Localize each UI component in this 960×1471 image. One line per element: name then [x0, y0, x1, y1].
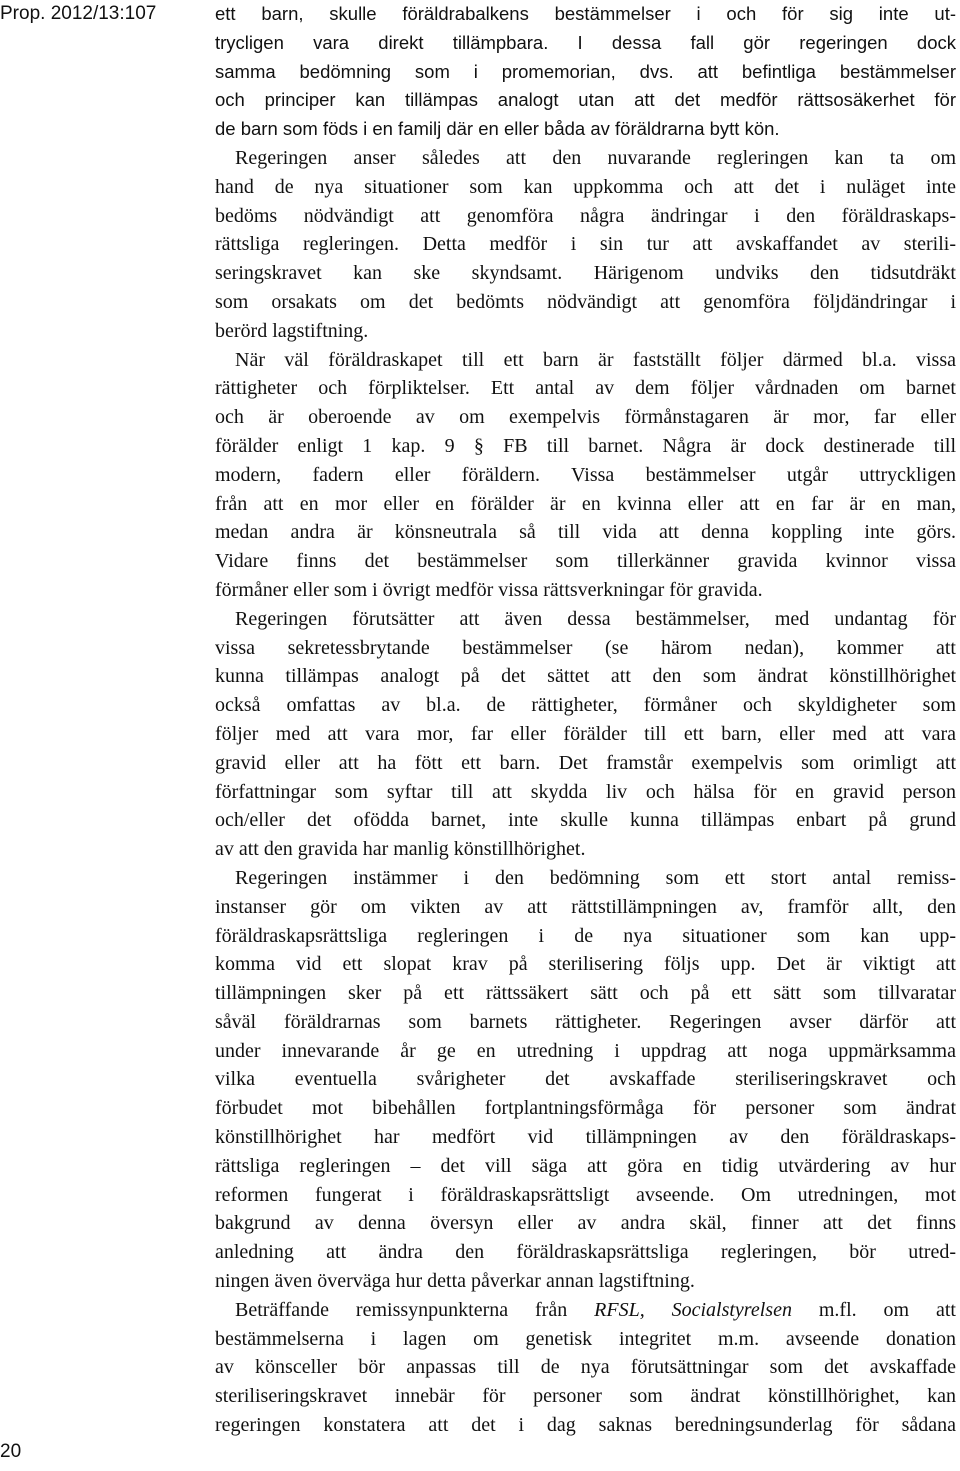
text-line: ningen även överväga hur detta påverkar annan lagstiftning.: [215, 1270, 695, 1293]
text-line: Regeringen förutsätter att även dessa bestämmelser, med undantag för: [235, 607, 956, 630]
text-line: samma bedömning som i promemorian, dvs. att befintliga bestämmelser: [215, 60, 956, 82]
text-line: [215, 1296, 956, 1325]
text-line: instanser gör om vikten av att rättstillämpningen av, framför allt, den: [215, 895, 956, 918]
page-number: 20: [0, 1441, 22, 1462]
paragraph: [215, 346, 956, 605]
paragraph: [215, 864, 956, 1296]
document-reference: Prop. 2012/13:107: [0, 3, 157, 24]
text-line: anledning att ändra den föräldraskapsrättsliga regleringen, bör utred-: [215, 1241, 956, 1264]
text-line: tillämpningen sker på ett rättssäkert sätt och på ett sätt som tillvaratar: [215, 982, 956, 1005]
text-line: hand de nya situationer som kan uppkomma och att det i nuläget inte: [215, 175, 956, 198]
text-line: följer med att vara mor, far eller förälder till ett barn, eller med att vara: [215, 722, 956, 745]
text-line: Regeringen instämmer i den bedömning som ett stort antal remiss-: [235, 866, 956, 889]
text-line: bestämmelserna i lagen om genetisk integritet m.m. avseende donation: [215, 1327, 956, 1350]
text-line: bedöms nödvändigt att genomföra några ändringar i den föräldraskaps-: [215, 204, 956, 227]
text-line: vissa sekretessbrytande bestämmelser (se härom nedan), kommer att: [215, 636, 956, 659]
text-line: under innevarande år ge en utredning i uppdrag att noga uppmärksamma: [215, 1039, 956, 1062]
text-line: modern, fadern eller föräldern. Vissa bestämmelser utgår uttryckligen: [215, 463, 956, 486]
text-line: reformen fungerat i föräldraskapsrättsligt avseende. Om utredningen, mot: [215, 1183, 956, 1206]
text-line: och/eller det ofödda barnet, inte skulle kunna tillämpas enbart på grund: [215, 809, 956, 832]
paragraph: [215, 1296, 956, 1440]
text-line: föräldraskapsrättsliga regleringen i de nya situationer som kan upp-: [215, 924, 956, 947]
text-line: ett barn, skulle föräldrabalkens bestämmelser i och för sig inte ut-: [215, 3, 956, 24]
text-line: författningar som syftar till att skydda liv och hälsa för en gravid person: [215, 780, 956, 803]
text-line: gravid eller att ha fött ett barn. Det framstår exempelvis som orimligt att: [215, 751, 956, 774]
text-line: könstillhörighet har medfört vid tillämpningen av den föräldraskaps-: [215, 1126, 956, 1149]
text-line: vilka eventuella svårigheter det avskaffade steriliseringskravet och: [215, 1068, 956, 1091]
text-line: som orsakats om det bedömts nödvändigt att genomföra följdändringar i: [215, 290, 956, 313]
text-line: förbudet mot bibehållen fortplantningsförmåga för personer som ändrat: [215, 1097, 956, 1120]
text-line: berörd lagstiftning.: [215, 319, 369, 342]
text-line: Regeringen anser således att den nuvarande regleringen kan ta om: [235, 146, 956, 169]
text-line: från att en mor eller en förälder är en kvinna eller att en far är en man,: [215, 492, 956, 515]
text-line: rättigheter och förpliktelser. Ett antal av dem följer vårdnaden om barnet: [215, 377, 956, 400]
paragraph: [215, 144, 956, 346]
text-line: medan andra är könsneutrala så till vida att denna koppling inte görs.: [215, 521, 956, 544]
text-line: seringskravet kan ske skyndsamt. Härigenom undviks den tidsutdräkt: [215, 262, 956, 285]
text-segment: m.fl. om att: [791, 1298, 956, 1321]
text-line: När väl föräldraskapet till ett barn är fastställt följer därmed bl.a. vissa: [235, 348, 956, 371]
text-line: komma vid ett slopat krav på sterilisering följs upp. Det är viktigt att: [215, 953, 956, 976]
body-text: [215, 0, 956, 1440]
text-line: bakgrund av denna översyn eller av andra skäl, finner att det finns: [215, 1212, 956, 1235]
text-line: rättsliga regleringen – det vill säga att göra en tidig utvärdering av hur: [215, 1154, 956, 1177]
paragraph-continuation: [215, 0, 956, 144]
text-line: förmåner eller som i övrigt medför vissa rättsverkningar för gravida.: [215, 578, 763, 601]
text-line: steriliseringskravet innebär för personer som ändrat könstillhörighet, kan: [215, 1385, 956, 1408]
text-line: och är oberoende av om exempelvis förmånstagaren är mor, far eller: [215, 406, 956, 429]
text-line: såväl föräldrarnas som barnets rättigheter. Regeringen avser därför att: [215, 1010, 956, 1033]
text-line: rättsliga regleringen. Detta medför i sin tur att avskaffandet av sterili-: [215, 233, 956, 256]
text-line: trycligen vara direkt tillämpbara. I dessa fall gör regeringen dock: [215, 31, 956, 53]
text-line: de barn som föds i en familj där en eller båda av föräldrarna bytt kön.: [215, 118, 780, 140]
text-line: Vidare finns det bestämmelser som tillerkänner gravida kvinnor vissa: [215, 550, 956, 573]
text-segment: Beträffande remissynpunkterna från: [235, 1298, 595, 1321]
text-line: också omfattas av bl.a. de rättigheter, förmåner och skyldigheter som: [215, 694, 956, 717]
text-line: av att den gravida har manlig könstillhörighet.: [215, 838, 586, 861]
paragraph: [215, 605, 956, 864]
text-line: av könsceller bör anpassas till de nya förutsättningar som det avskaffade: [215, 1356, 956, 1379]
text-line: och principer kan tillämpas analogt utan att det medför rättsosäkerhet för: [215, 89, 956, 111]
text-line: förälder enligt 1 kap. 9 § FB till barnet. Några är dock destinerade till: [215, 434, 956, 457]
text-line: kunna tillämpas analogt på det sättet att den som ändrat könstillhörighet: [215, 665, 956, 688]
text-line: regeringen konstatera att det i dag saknas beredningsunderlag för sådana: [215, 1414, 956, 1437]
organization-names: RFSL, Socialstyrelsen: [594, 1298, 792, 1321]
